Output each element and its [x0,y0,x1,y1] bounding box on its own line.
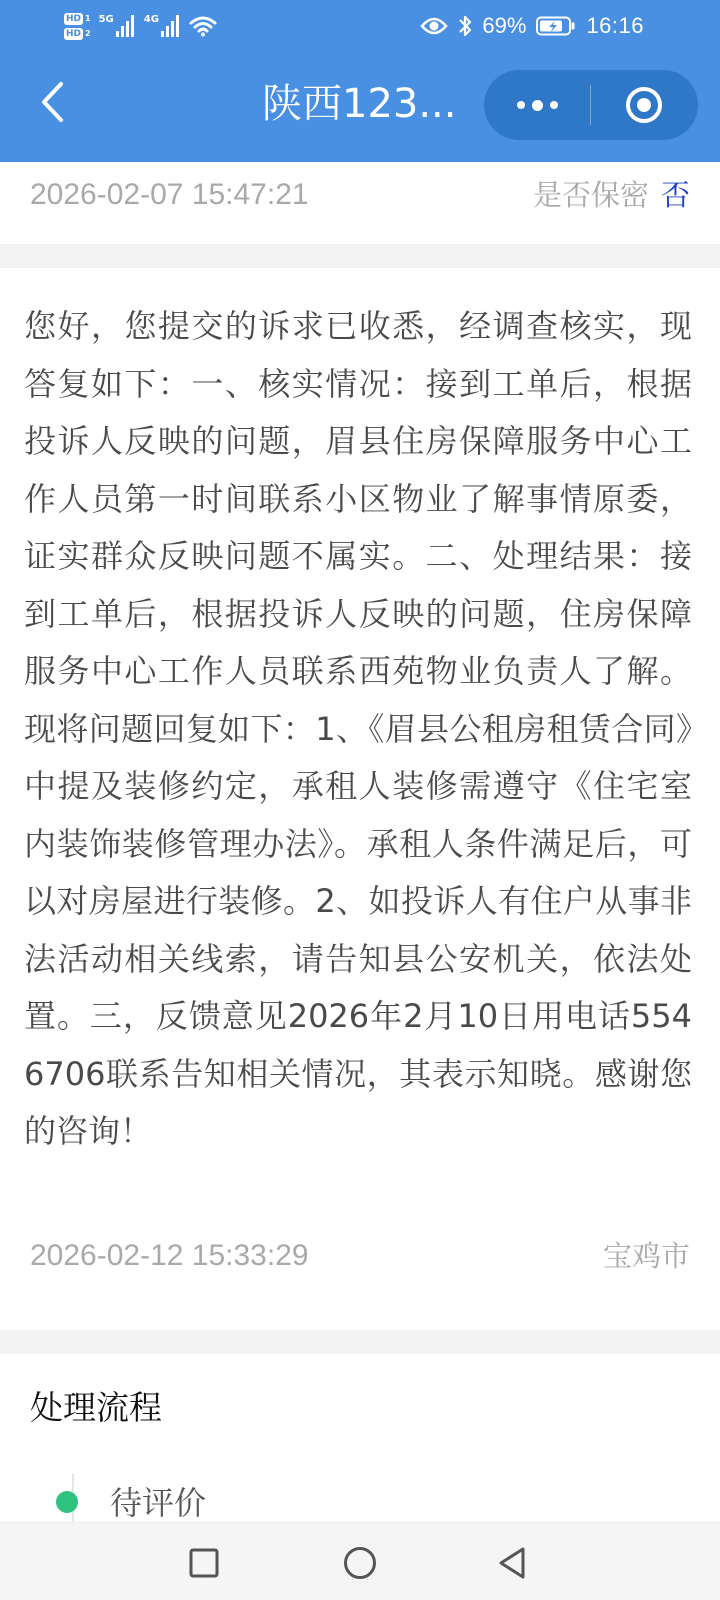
hd1-sub: 1 [85,13,91,23]
process-title: 处理流程 [30,1388,162,1427]
reply-card [0,268,720,1330]
mini-program-capsule [484,70,698,140]
chevron-left-icon [39,81,65,123]
bluetooth-icon [458,14,472,38]
recents-button[interactable] [182,1541,226,1585]
reply-date: 2026-02-12 15:33:29 [30,1239,309,1272]
target-circle-icon [624,85,664,125]
clock: 16:16 [586,13,644,38]
triangle-back-icon [496,1546,528,1580]
signal-4g-label: 4G [143,14,159,25]
home-button[interactable] [338,1541,382,1585]
timeline-step-label: 待评价 [110,1484,207,1522]
signal-5g-label: 5G [98,14,114,25]
eye-icon [420,16,448,36]
status-bar-right [420,6,644,46]
battery-icon [536,16,576,36]
submission-card [0,162,720,244]
hd2-sub: 2 [85,28,91,38]
hd2-label: HD [66,28,82,39]
confidential-value: 否 [660,178,690,212]
more-dots-icon [550,101,558,109]
confidential-row [533,174,690,216]
system-nav-bar [0,1522,720,1600]
signal-5g [99,15,136,37]
more-dots-icon [517,101,525,109]
signal-bars-icon [116,15,136,37]
square-icon [188,1547,220,1579]
hd-indicators [64,13,91,40]
confidential-label: 是否保密 [532,178,649,212]
more-dots-icon [532,100,543,111]
hd1-indicator [64,13,91,25]
page-title: 陕西123... [262,81,457,127]
signal-bars-icon [161,15,181,37]
timeline-dot [56,1491,78,1513]
battery-percent: 69% [482,13,527,38]
signal-4g [144,15,181,37]
wifi-icon [189,15,217,37]
close-mini-program-button[interactable] [591,70,697,140]
more-button[interactable] [484,70,590,140]
back-nav-button[interactable] [490,1541,534,1585]
hd1-label: HD [66,13,82,24]
reply-city: 宝鸡市 [602,1239,690,1273]
circle-icon [342,1545,378,1581]
header [0,0,720,162]
status-bar-left [64,6,217,46]
back-button[interactable] [30,80,74,124]
reply-content: 您好，您提交的诉求已收悉，经调查核实，现答复如下：一、核实情况：接到工单后，根据投诉人反映的问题，眉县住房保障服务中心工作人员第一时间联系小区物业了解事情原委，证实群众反映问题不属实。二、处理结果：接到工单后，根据投诉人反映的问题，住房保障服务中心工作人员联系西苑物业负责人了解。现将问题回复如下：1、《眉县公租房租赁合同》中提及装修约定，承租人装修需遵守《住宅室内装饰装修管理办法》。承租人条件满足后，可以对房屋进行装修。2、如投诉人有住户从事非法活动相关线索，请告知县公安机关，依法处置。三，反馈意见2026年2月10日用电话5546706联系告知相关情况，其表示知晓。感谢您的咨询！ [24,307,692,1150]
submission-date: 2026-02-07 15:47:21 [30,178,309,211]
hd2-indicator [64,28,91,40]
